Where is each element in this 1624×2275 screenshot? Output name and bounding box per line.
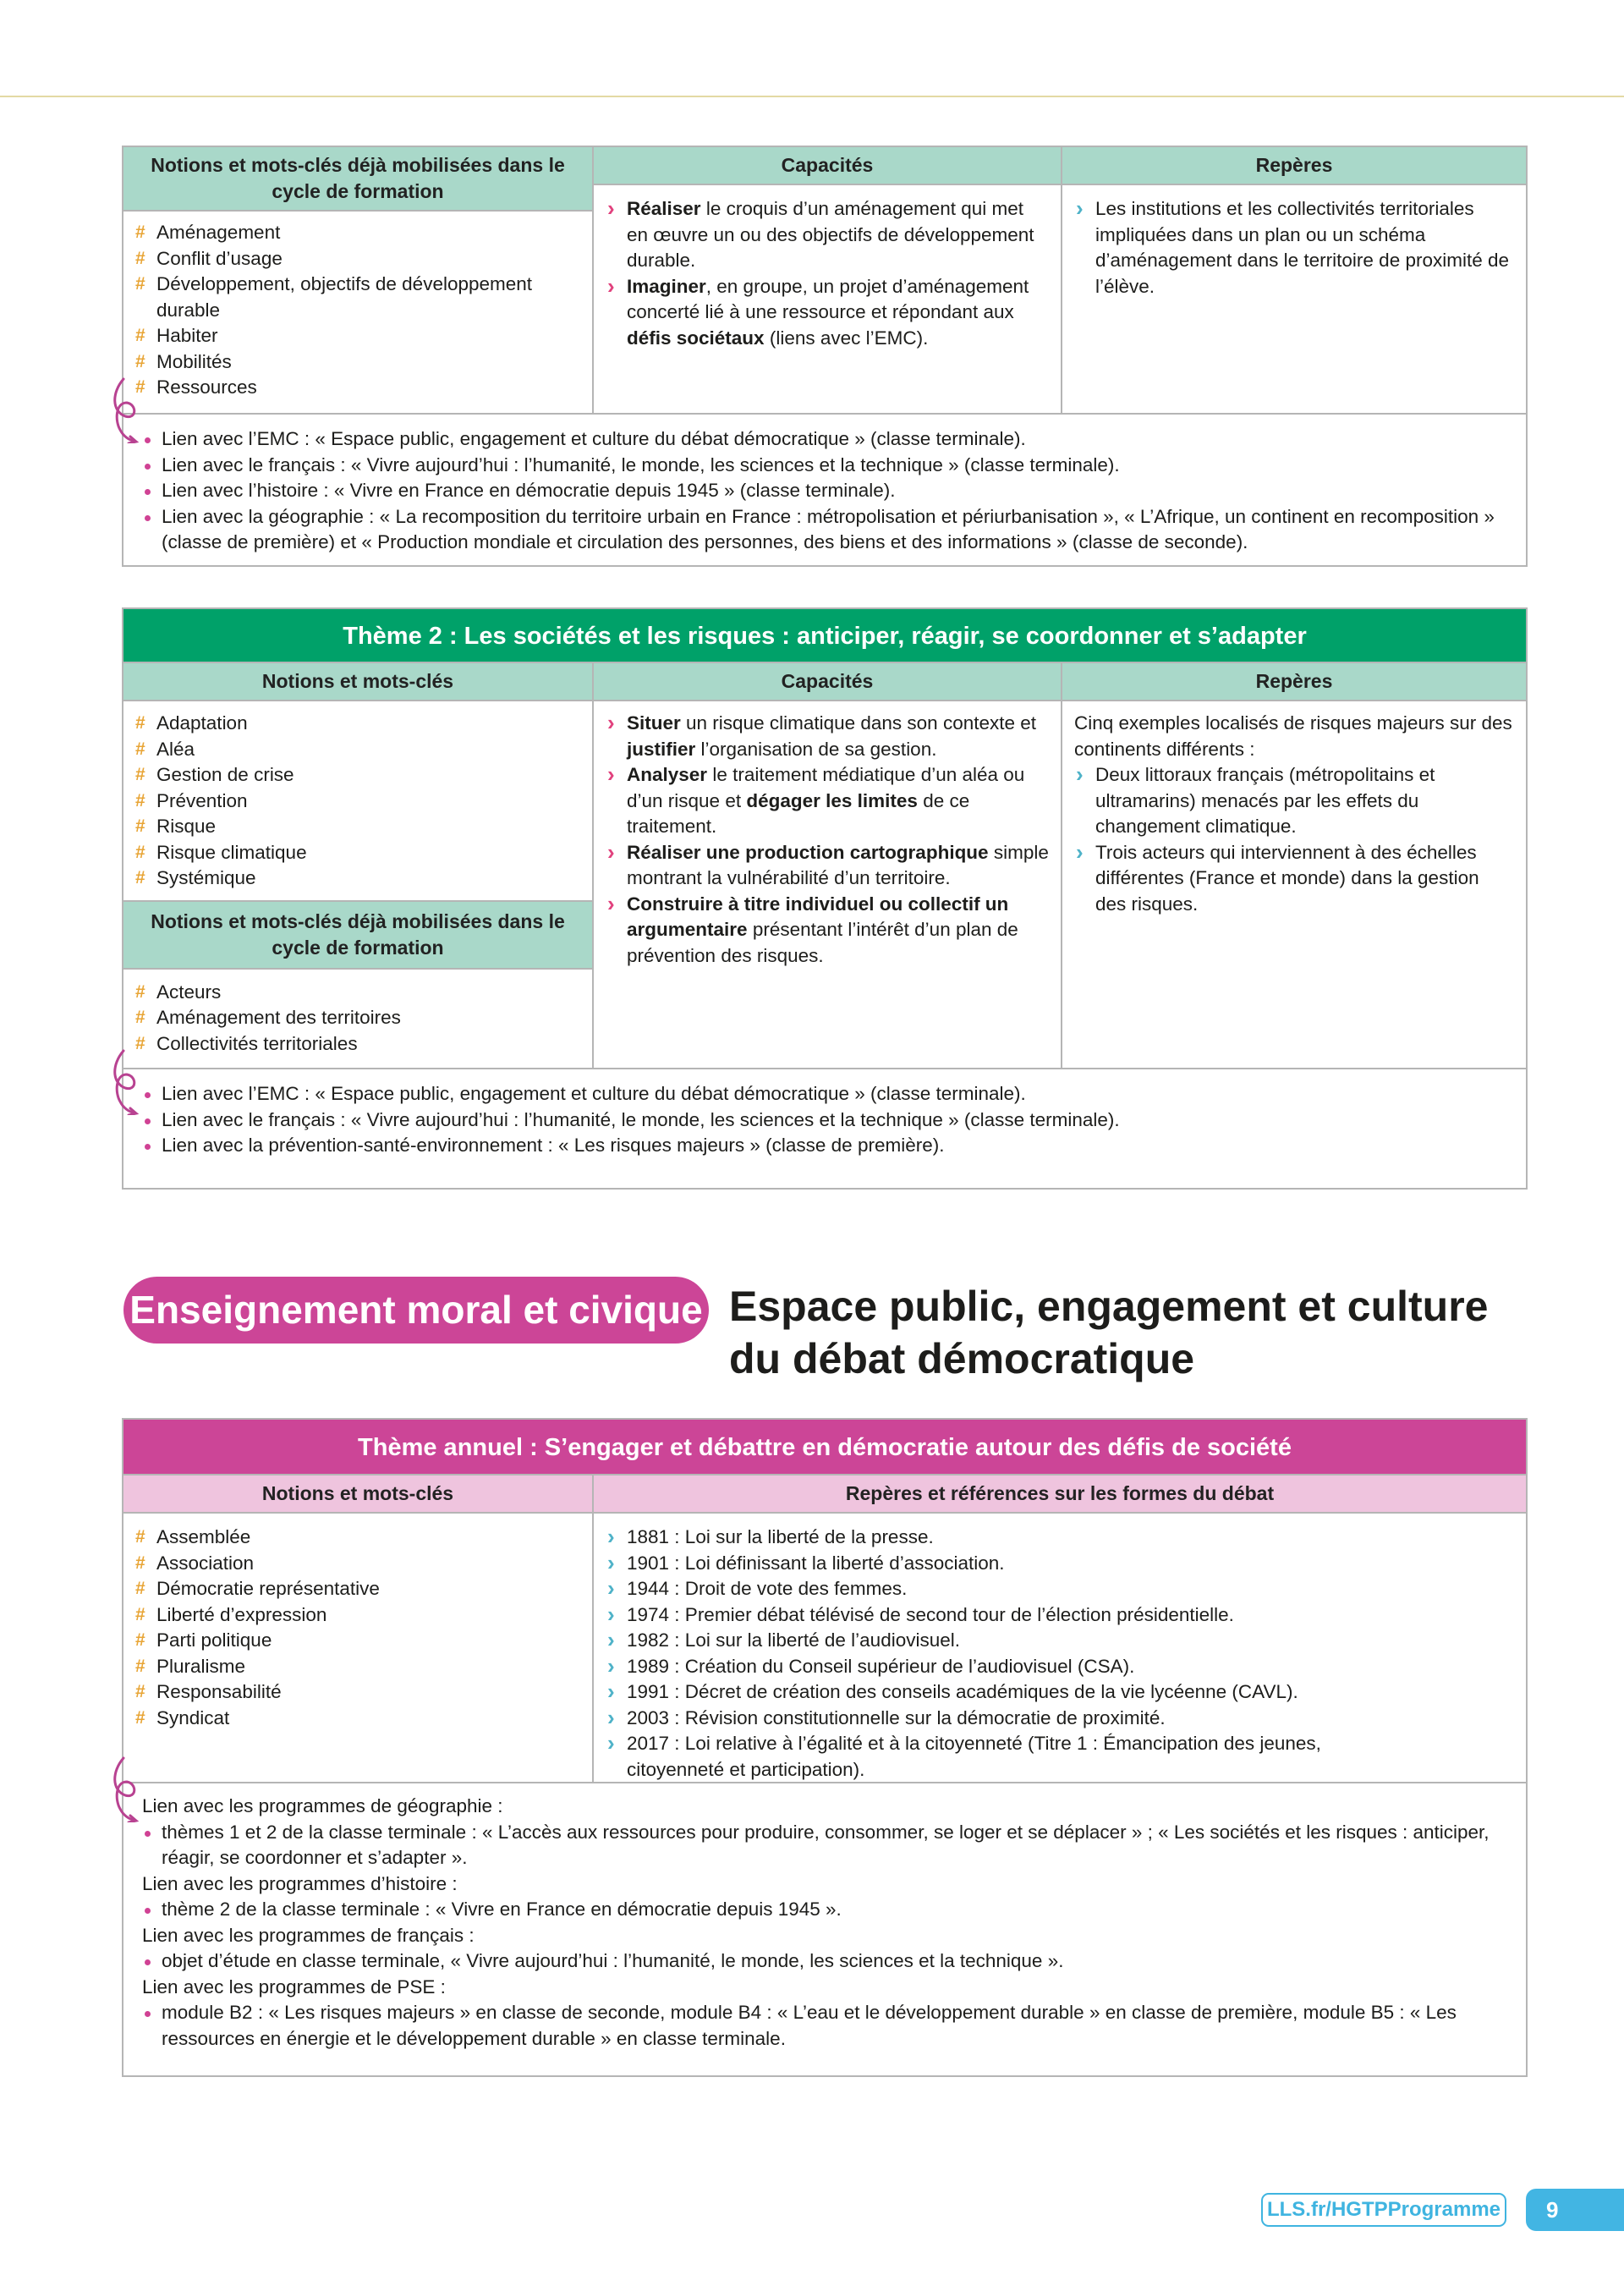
link-swirl-icon: [110, 1049, 147, 1115]
link-item: Lien avec l’histoire : « Vivre en France en démocratie depuis 1945 » (classe terminale).: [140, 478, 1514, 504]
emc-theme-title: Thème annuel : S’engager et débattre en démocratie autour des défis de société: [123, 1420, 1526, 1475]
header-notions-prior: Notions et mots-clés déjà mobilisées dans le cycle de formation: [123, 900, 592, 970]
links-section: [123, 1068, 1526, 1168]
keyword: Imaginer: [627, 275, 706, 297]
list-item: # Gestion de crise: [135, 762, 580, 789]
list-item: › 1974 : Premier débat télévisé de second tour de l’élection présidentielle.: [606, 1602, 1514, 1629]
list-item: › 2017 : Loi relative à l’égalité et à la citoyenneté (Titre 1 : Émancipation des jeunes, citoyenneté et participation).: [606, 1731, 1514, 1783]
list-item: # Prévention: [135, 789, 580, 815]
list-item: # Conflit d’usage: [135, 246, 580, 272]
top-divider: [0, 96, 1624, 97]
link-item: Lien avec le français : « Vivre aujourd’hui : l’humanité, le monde, les sciences et la technique » (classe terminale).: [140, 1107, 1514, 1134]
list-item: › Deux littoraux français (métropolitains et ultramarins) menacés par les effets du changement climatique.: [1074, 762, 1514, 840]
item-text: un risque climatique dans son contexte et: [680, 712, 1037, 734]
keyword: défis sociétaux: [627, 327, 765, 349]
list-item: # Association: [135, 1551, 580, 1577]
list-item: [606, 892, 1049, 970]
link-item: Lien avec la géographie : « La recomposition du territoire urbain en France : métropolisation et périurbanisation », « L’Afrique, un continent en recomposition » (classe de première) et « Production mondiale et circulation des personnes, des biens et des informations » (classe de seconde).: [140, 504, 1514, 556]
link-item: objet d’étude en classe terminale, « Vivre aujourd’hui : l’humanité, le monde, les sciences et la technique ».: [140, 1948, 1514, 1975]
header-reperes: Repères: [1062, 147, 1526, 185]
item-text: , en groupe, un projet d’aménagement concerté lié à une ressource et répondant aux: [627, 275, 1029, 322]
link-item: Lien avec le français : « Vivre aujourd’hui : l’humanité, le monde, les sciences et la technique » (classe terminale).: [140, 453, 1514, 479]
header-notions-prior: Notions et mots-clés déjà mobilisées dans le cycle de formation: [123, 147, 592, 212]
list-item: › 1881 : Loi sur la liberté de la presse.: [606, 1525, 1514, 1551]
list-item: › 1982 : Loi sur la liberté de l’audiovisuel.: [606, 1628, 1514, 1654]
notions-list: [135, 220, 580, 401]
header-capacites: Capacités: [594, 663, 1061, 701]
keyword: Situer: [627, 712, 681, 734]
item-text: de ce traitement.: [627, 789, 970, 837]
item-text: (liens avec l’EMC).: [764, 327, 929, 349]
capacites-list: [606, 196, 1049, 351]
keyword: Réaliser une production cartographique: [627, 841, 989, 863]
section-title: [729, 1280, 1488, 1385]
link-item: Lien avec la prévention-santé-environnement : « Les risques majeurs » (classe de première).: [140, 1133, 1514, 1159]
item-text: le croquis d’un aménagement qui met en œuvre un ou des objectifs de développement durable.: [627, 198, 1034, 271]
list-item: # Habiter: [135, 323, 580, 349]
list-item: [606, 711, 1049, 762]
header-reperes: Repères: [1062, 663, 1526, 701]
header-capacites: Capacités: [594, 147, 1061, 185]
list-item: # Liberté d’expression: [135, 1602, 580, 1629]
theme2-title: Thème 2 : Les sociétés et les risques : anticiper, réagir, se coordonner et s’adapter: [123, 609, 1526, 663]
col-capacites: [592, 147, 1061, 413]
notions-list: [135, 711, 580, 892]
table-theme1-continued: [122, 146, 1528, 567]
list-item: # Risque: [135, 814, 580, 840]
reperes-list: [1074, 196, 1514, 299]
list-item: [606, 840, 1049, 892]
list-item: # Démocratie représentative: [135, 1576, 580, 1602]
link-item: Lien avec l’EMC : « Espace public, engagement et culture du débat démocratique » (classe terminale).: [140, 1081, 1514, 1107]
item-text: le traitement médiatique d’un aléa ou d’un risque et: [627, 764, 1025, 811]
link-heading: Lien avec les programmes de PSE :: [142, 1976, 446, 1997]
reperes-list: [606, 1525, 1514, 1783]
reperes-intro: Cinq exemples localisés de risques majeurs sur des continents différents :: [1074, 712, 1512, 760]
list-item: › 2003 : Révision constitutionnelle sur la démocratie de proximité.: [606, 1706, 1514, 1732]
list-item: # Systémique: [135, 865, 580, 892]
section-title-line: du débat démocratique: [729, 1335, 1195, 1382]
header-reperes: Repères et références sur les formes du débat: [594, 1475, 1526, 1514]
col-notions: [123, 663, 592, 1068]
link-item: module B2 : « Les risques majeurs » en classe de seconde, module B4 : « L’eau et le développement durable » en classe de première, module B5 : « Les ressources en énergie et le développement durable » en classe terminale.: [140, 2000, 1514, 2052]
keyword: justifier: [627, 738, 696, 760]
reperes-list: [1074, 762, 1514, 917]
capacites-list: [606, 711, 1049, 969]
page-number: 9: [1526, 2189, 1624, 2231]
link-item: thème 2 de la classe terminale : « Vivre en France en démocratie depuis 1945 ».: [140, 1897, 1514, 1923]
footer-link[interactable]: LLS.fr/HGTPProgramme: [1261, 2193, 1506, 2227]
link-swirl-icon: [110, 377, 147, 443]
link-item: thèmes 1 et 2 de la classe terminale : « L’accès aux ressources pour produire, consommer, se loger et se déplacer » ; « Les sociétés et les risques : anticiper, réagir, se coordonner et s’adapter ».: [140, 1820, 1514, 1871]
link-heading: Lien avec les programmes d’histoire :: [142, 1872, 458, 1894]
links-section: [123, 413, 1526, 565]
list-item: # Responsabilité: [135, 1679, 580, 1706]
list-item: › Trois acteurs qui interviennent à des échelles différentes (France et monde) dans la gestion des risques.: [1074, 840, 1514, 918]
links-section: [123, 1782, 1526, 2060]
col-notions-prior: [123, 147, 592, 413]
link-heading: Lien avec les programmes de français :: [142, 1924, 475, 1946]
header-notions: Notions et mots-clés: [123, 663, 592, 701]
col-capacites: [592, 663, 1061, 1068]
list-item: # Adaptation: [135, 711, 580, 737]
list-item: # Développement, objectifs de développement durable: [135, 272, 580, 323]
list-item: [606, 196, 1049, 274]
list-item: # Risque climatique: [135, 840, 580, 866]
col-reperes: [592, 1475, 1526, 1782]
list-item: # Acteurs: [135, 980, 580, 1006]
col-reperes: [1061, 147, 1526, 413]
list-item: # Aménagement des territoires: [135, 1005, 580, 1031]
keyword: dégager les limites: [746, 789, 918, 811]
list-item: # Parti politique: [135, 1628, 580, 1654]
list-item: # Assemblée: [135, 1525, 580, 1551]
list-item: › 1991 : Décret de création des conseils académiques de la vie lycéenne (CAVL).: [606, 1679, 1514, 1706]
header-notions: Notions et mots-clés: [123, 1475, 592, 1514]
keyword: Réaliser: [627, 198, 701, 219]
section-title-line: Espace public, engagement et culture: [729, 1283, 1489, 1330]
list-item: › 1944 : Droit de vote des femmes.: [606, 1576, 1514, 1602]
table-theme2: [122, 607, 1528, 1190]
keyword: Analyser: [627, 764, 708, 785]
col-notions: [123, 1475, 592, 1782]
list-item: # Mobilités: [135, 349, 580, 376]
list-item: # Syndicat: [135, 1706, 580, 1732]
list-item: # Ressources: [135, 375, 580, 401]
list-item: [606, 274, 1049, 352]
subject-pill: Enseignement moral et civique: [123, 1277, 709, 1344]
list-item: # Aléa: [135, 737, 580, 763]
notions-prior-list: [135, 980, 580, 1058]
list-item: # Pluralisme: [135, 1654, 580, 1680]
list-item: # Collectivités territoriales: [135, 1031, 580, 1058]
link-heading: Lien avec les programmes de géographie :: [142, 1795, 503, 1816]
item-text: présentant l’intérêt d’un plan de prévention des risques.: [627, 919, 1018, 966]
list-item: › Les institutions et les collectivités territoriales impliquées dans un plan ou un schéma d’aménagement dans le territoire de proximité de l’élève.: [1074, 196, 1514, 299]
link-swirl-icon: [110, 1756, 147, 1822]
notions-list: [135, 1525, 580, 1731]
list-item: [606, 762, 1049, 840]
keyword: Construire à titre individuel ou collectif un argumentaire: [627, 893, 1009, 940]
list-item: › 1989 : Création du Conseil supérieur de l’audiovisuel (CSA).: [606, 1654, 1514, 1680]
item-text: simple montrant la vulnérabilité d’un territoire.: [627, 841, 1049, 888]
col-reperes: [1061, 663, 1526, 1068]
list-item: # Aménagement: [135, 220, 580, 246]
link-item: Lien avec l’EMC : « Espace public, engagement et culture du débat démocratique » (classe terminale).: [140, 426, 1514, 453]
item-text: l’organisation de sa gestion.: [695, 738, 937, 760]
list-item: › 1901 : Loi définissant la liberté d’association.: [606, 1551, 1514, 1577]
table-emc: [122, 1418, 1528, 2077]
